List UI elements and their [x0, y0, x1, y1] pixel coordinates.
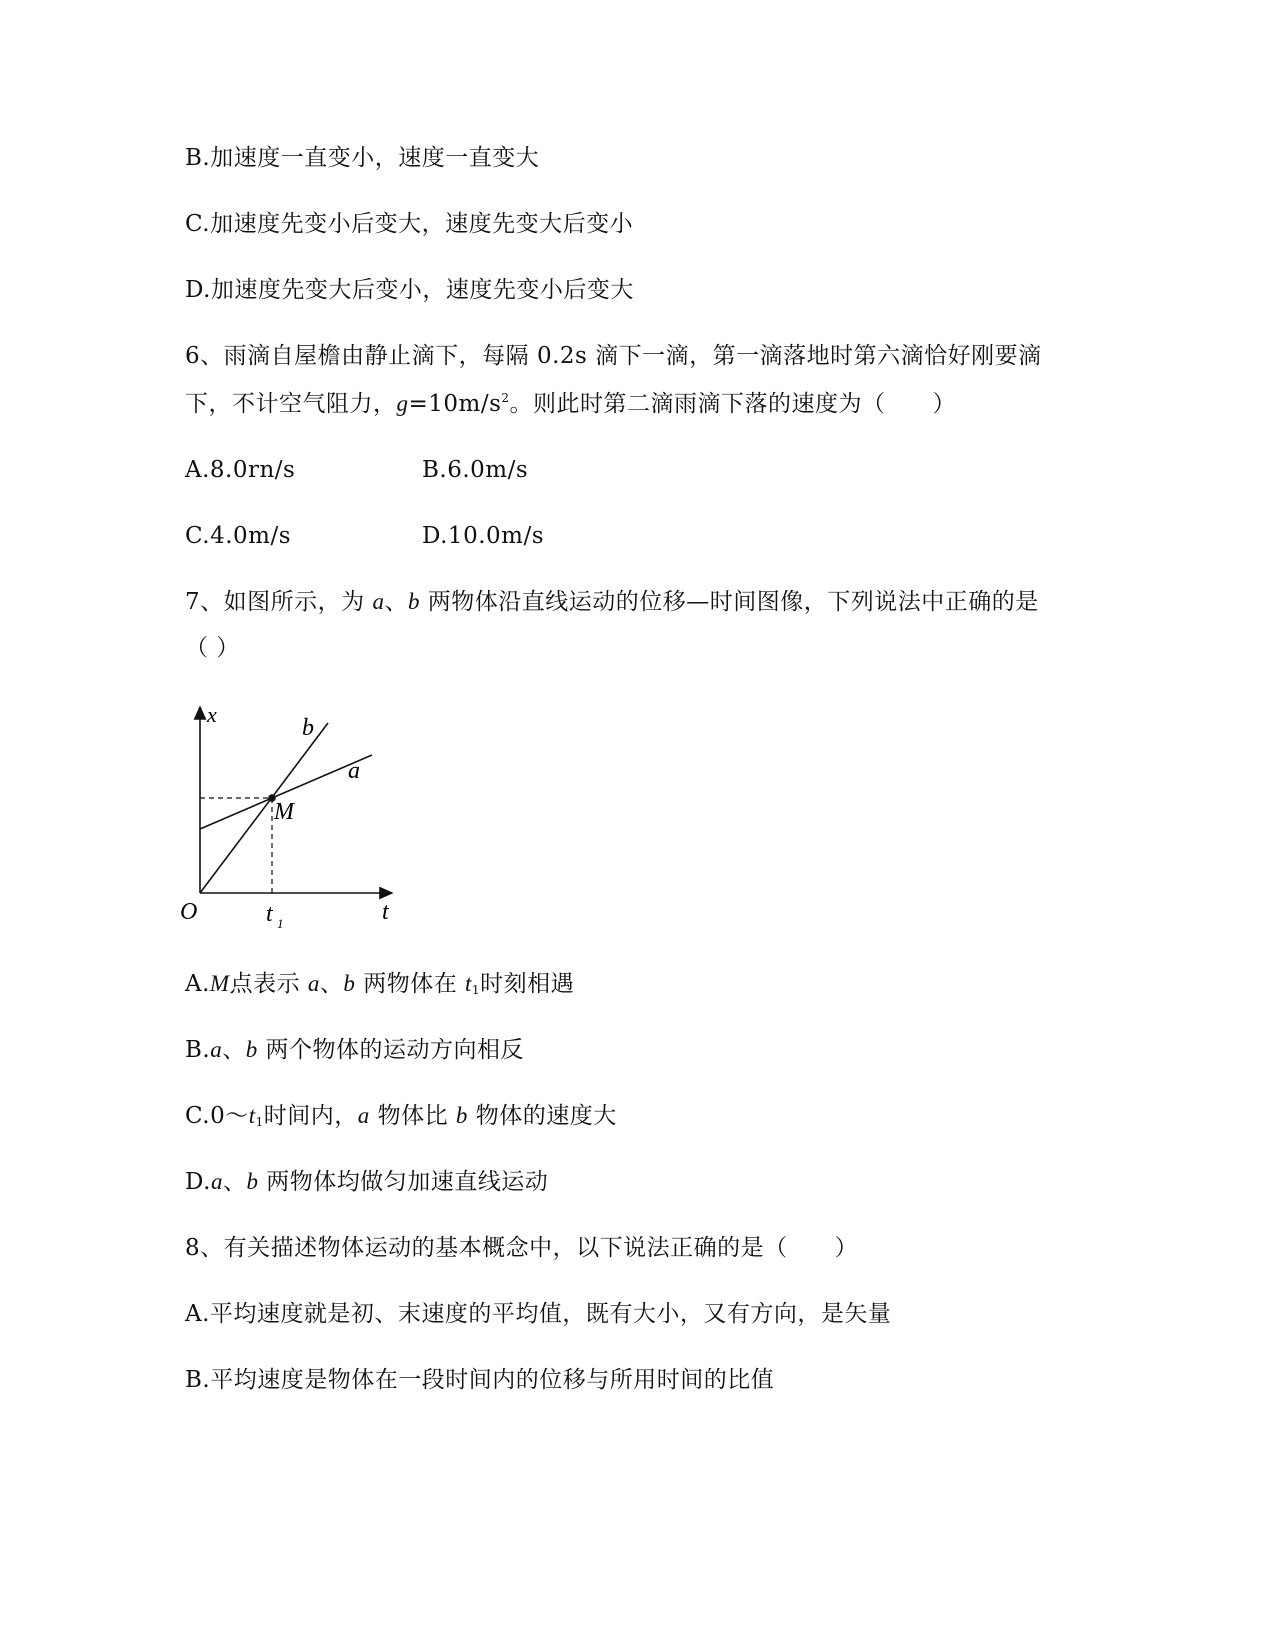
- x-axis-label: t: [382, 899, 389, 925]
- q7-stem-line1: 7、如图所示，为 a、b 两物体沿直线运动的位移—时间图像，下列说法中正确的是: [185, 589, 1039, 615]
- origin-label: O: [180, 899, 198, 925]
- q5-option-d: D.加速度先变大后变小，速度先变小后变大: [185, 277, 634, 303]
- q7-option-b: B.a、b 两个物体的运动方向相反: [185, 1037, 525, 1063]
- q6-option-d: D.10.0m/s: [422, 523, 545, 549]
- position-time-graph: [180, 702, 410, 940]
- q6-option-c: C.4.0m/s: [185, 523, 292, 549]
- t1-label: t: [266, 901, 273, 927]
- q7-option-a: A.M点表示 a、b 两物体在 $t_1$时刻相遇: [185, 971, 575, 997]
- q8-stem: 8、有关描述物体运动的基本概念中，以下说法正确的是（ ）: [185, 1235, 859, 1261]
- line-b-label: b: [302, 715, 314, 741]
- q6-stem-line1: 6、雨滴自屋檐由静止滴下，每隔 0.2s 滴下一滴，第一滴落地时第六滴恰好刚要滴: [185, 343, 1042, 369]
- q8-option-b: B.平均速度是物体在一段时间内的位移与所用时间的比值: [185, 1367, 775, 1393]
- q7-option-d: D.a、b 两物体均做匀加速直线运动: [185, 1169, 549, 1195]
- q7-stem-line2: （ ）: [185, 635, 240, 661]
- q6-option-a: A.8.0rn/s: [185, 457, 296, 483]
- q6-option-b: B.6.0m/s: [422, 457, 529, 483]
- y-axis-label: x: [207, 702, 217, 727]
- point-m-label: M: [274, 799, 294, 825]
- q7-option-c: $C.0\sim t_1$时间内，a 物体比 b 物体的速度大: [185, 1103, 617, 1129]
- q8-option-a: A.平均速度就是初、末速度的平均值，既有大小，又有方向，是矢量: [185, 1301, 892, 1327]
- t1-subscript: 1: [277, 916, 284, 931]
- line-a-label: a: [348, 758, 360, 784]
- line-b: [200, 723, 328, 893]
- q6-stem-line2: 下，不计空气阻力，$g=10m/s^2$。则此时第二滴雨滴下落的速度为（ ）: [185, 391, 957, 417]
- q5-option-c: C.加速度先变小后变大，速度先变大后变小: [185, 211, 634, 237]
- q5-option-b: B.加速度一直变小，速度一直变大: [185, 145, 540, 171]
